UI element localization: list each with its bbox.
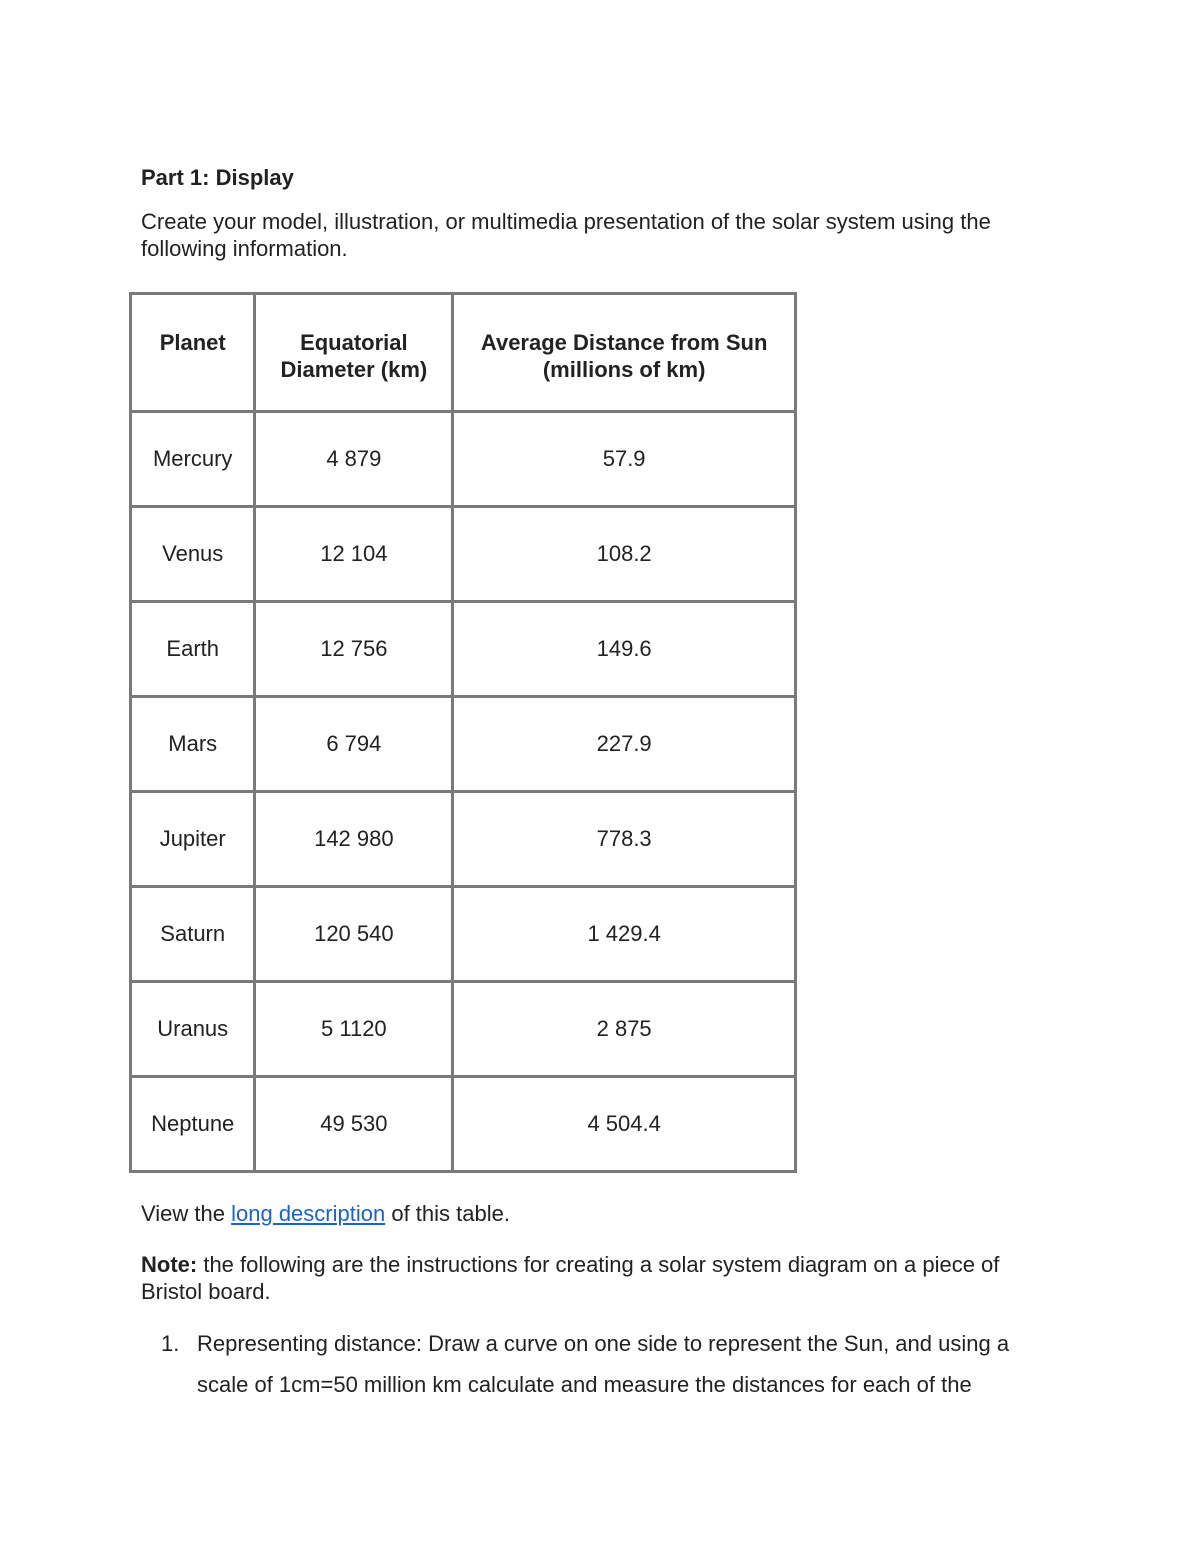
cell-distance: 4 504.4 xyxy=(453,1077,796,1172)
note-label: Note: xyxy=(141,1252,198,1277)
view-description-line xyxy=(141,1200,1061,1227)
cell-diameter: 12 104 xyxy=(255,507,453,602)
cell-diameter: 4 879 xyxy=(255,412,453,507)
cell-planet: Mars xyxy=(131,697,255,792)
cell-distance: 108.2 xyxy=(453,507,796,602)
cell-distance: 778.3 xyxy=(453,792,796,887)
view-suffix: of this table. xyxy=(385,1201,510,1226)
cell-diameter: 120 540 xyxy=(255,887,453,982)
column-header-planet: Planet xyxy=(131,294,255,412)
cell-planet: Jupiter xyxy=(131,792,255,887)
cell-distance: 57.9 xyxy=(453,412,796,507)
cell-diameter: 142 980 xyxy=(255,792,453,887)
note-paragraph xyxy=(141,1251,1061,1305)
cell-distance: 149.6 xyxy=(453,602,796,697)
table-row xyxy=(131,1077,796,1172)
table-row xyxy=(131,412,796,507)
list-item-text: Representing distance: Draw a curve on one side to represent the Sun, and using a scale of 1cm=50 million km calculate and measure the distances for each of the xyxy=(197,1331,1010,1397)
planet-table xyxy=(129,292,797,1173)
cell-diameter: 12 756 xyxy=(255,602,453,697)
list-item xyxy=(141,1323,1061,1405)
column-header-diameter: Equatorial Diameter (km) xyxy=(255,294,453,412)
cell-planet: Saturn xyxy=(131,887,255,982)
cell-diameter: 49 530 xyxy=(255,1077,453,1172)
cell-planet: Earth xyxy=(131,602,255,697)
cell-distance: 1 429.4 xyxy=(453,887,796,982)
list-item-number: 1. xyxy=(161,1331,180,1356)
column-header-distance: Average Distance from Sun (millions of km) xyxy=(453,294,796,412)
cell-planet: Mercury xyxy=(131,412,255,507)
document-page xyxy=(141,160,1061,1397)
cell-distance: 227.9 xyxy=(453,697,796,792)
view-prefix: View the xyxy=(141,1201,232,1226)
cell-planet: Uranus xyxy=(131,982,255,1077)
table-row xyxy=(131,697,796,792)
instruction-list xyxy=(141,1323,1061,1405)
cell-distance: 2 875 xyxy=(453,982,796,1077)
table-row xyxy=(131,982,796,1077)
table-row xyxy=(131,887,796,982)
table-row xyxy=(131,792,796,887)
long-description-link[interactable]: long description xyxy=(231,1201,386,1226)
post-table-content xyxy=(141,1200,1061,1405)
cell-diameter: 6 794 xyxy=(255,697,453,792)
table-row xyxy=(131,602,796,697)
intro-paragraph: Create your model, illustration, or multimedia presentation of the solar system using the following information. xyxy=(141,209,991,261)
section-heading: Part 1: Display xyxy=(141,165,294,190)
cell-planet: Venus xyxy=(131,507,255,602)
cell-planet: Neptune xyxy=(131,1077,255,1172)
table-row xyxy=(131,507,796,602)
note-text: the following are the instructions for creating a solar system diagram on a piece of Bristol board. xyxy=(141,1252,1000,1304)
cell-diameter: 5 1120 xyxy=(255,982,453,1077)
table-header-row xyxy=(131,294,796,412)
